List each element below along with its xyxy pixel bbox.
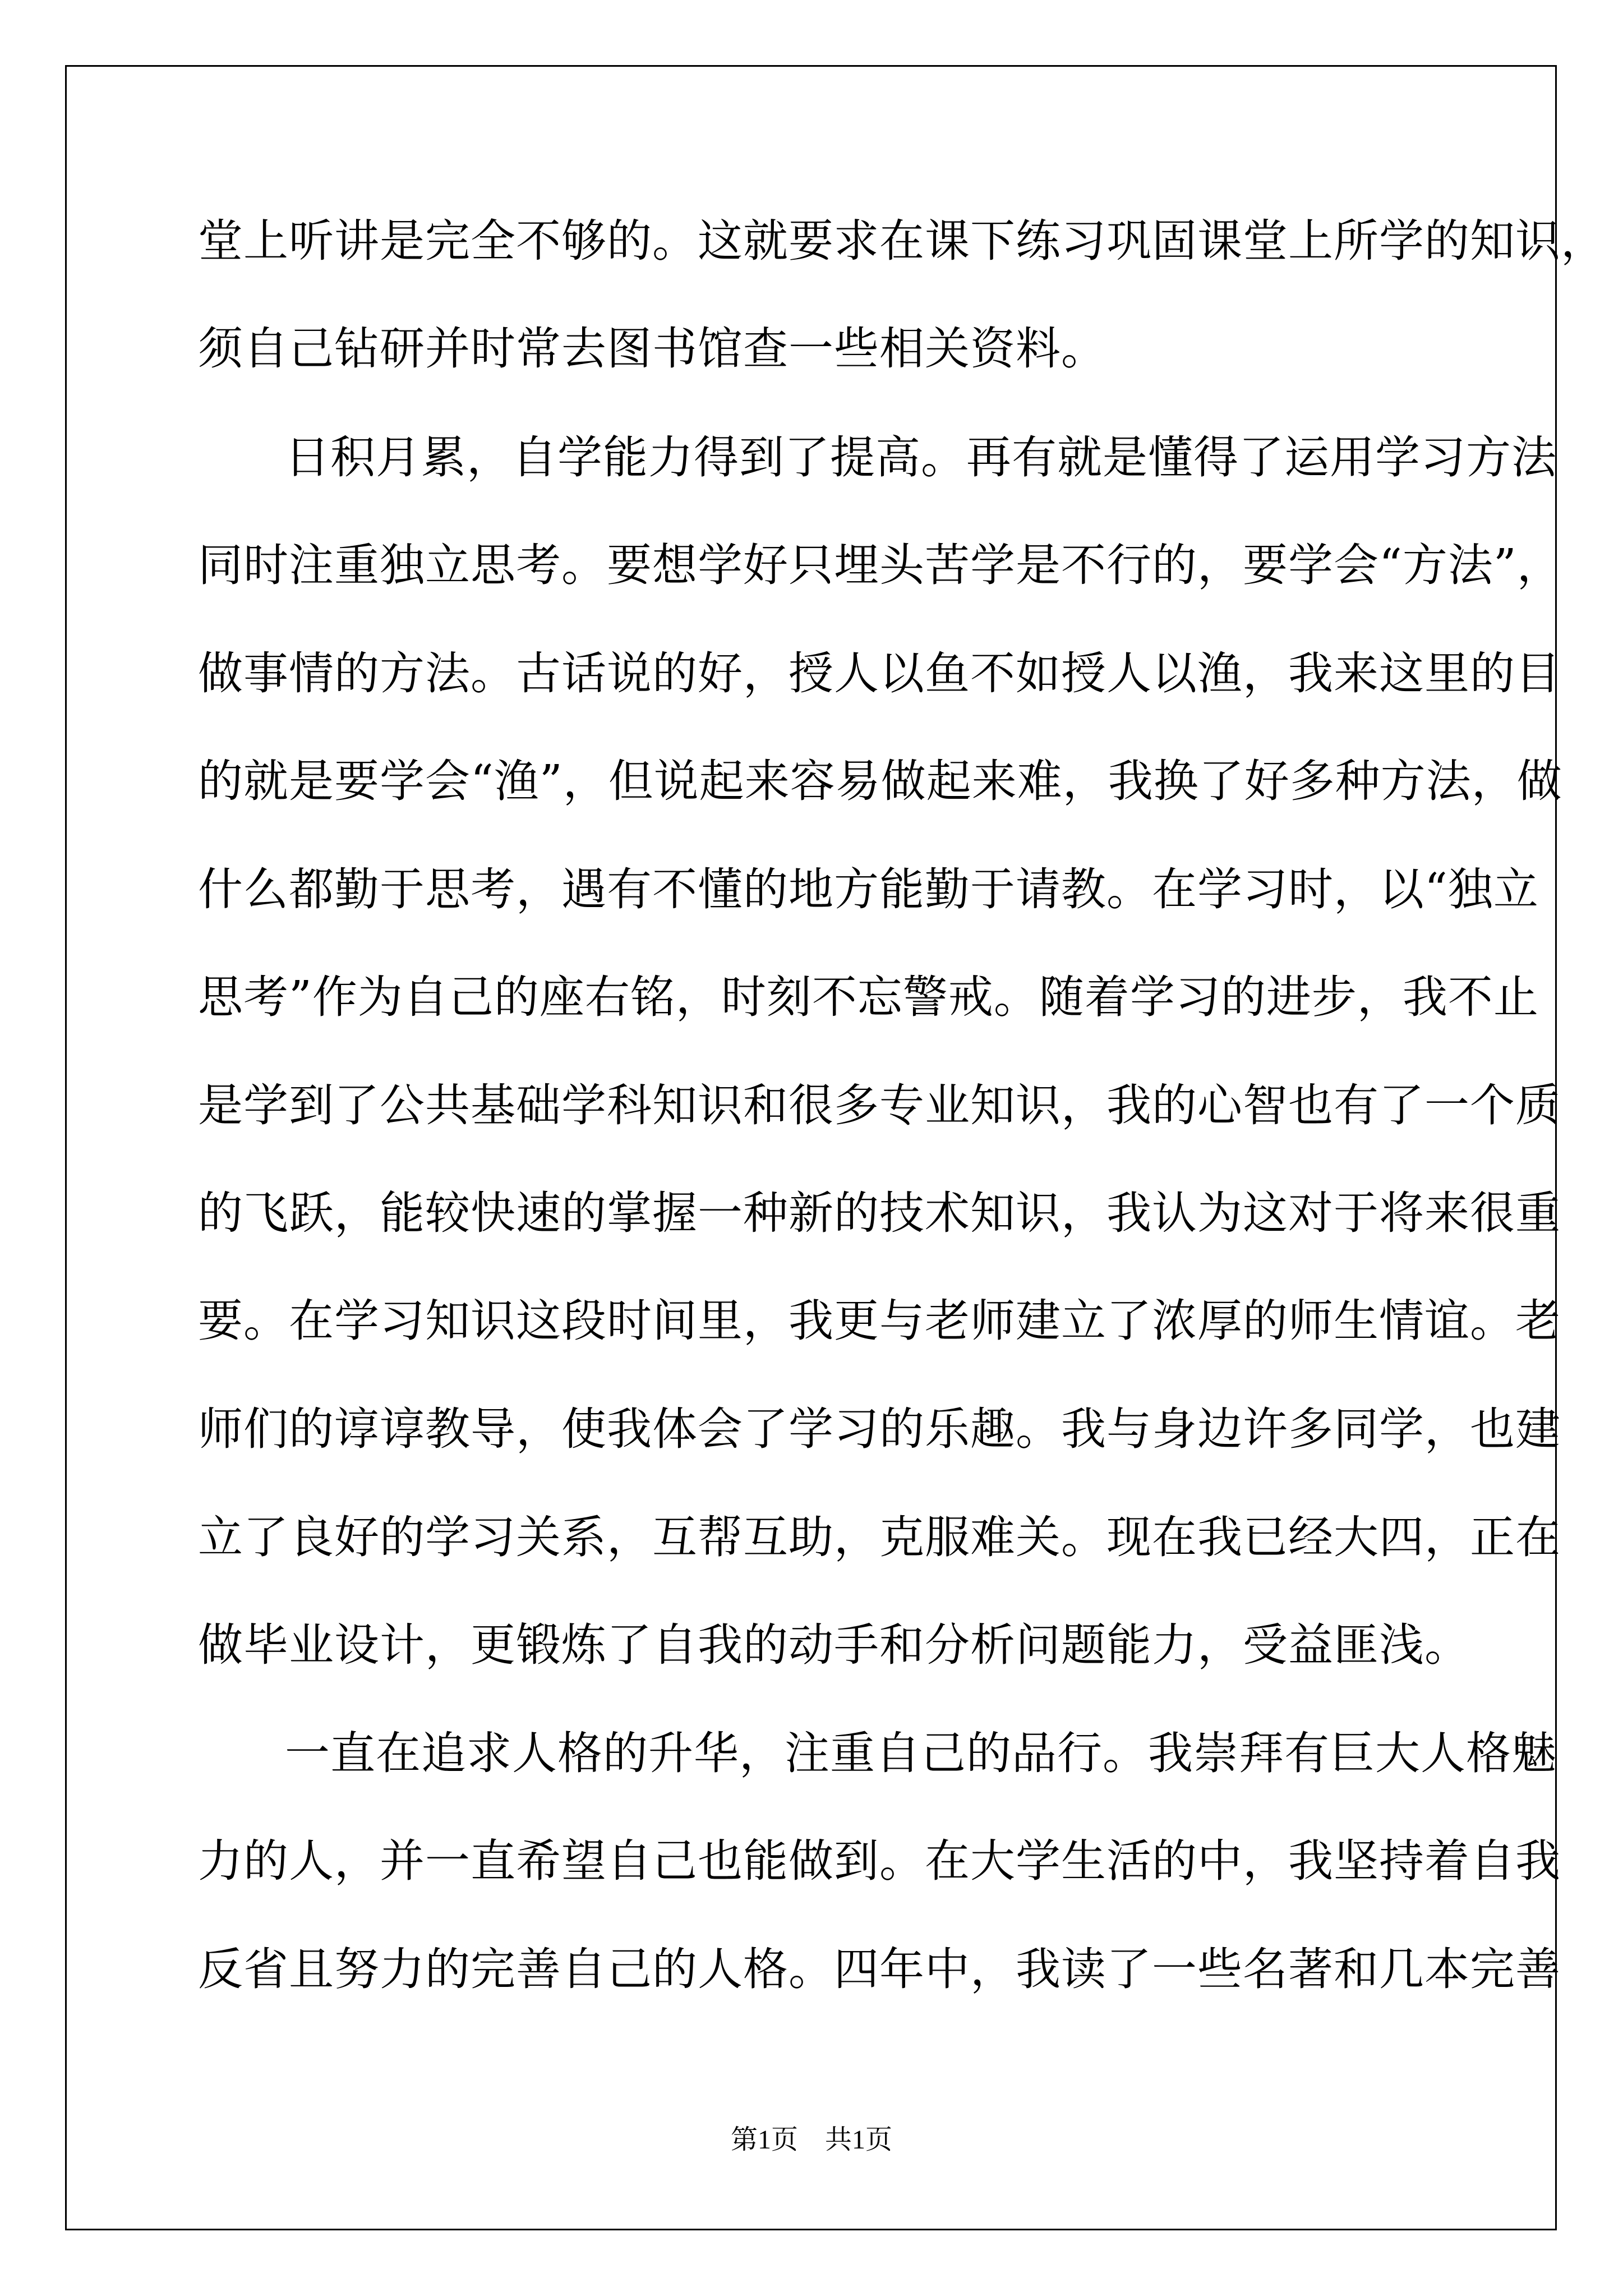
body-text-line: 要。在学习知识这段时间里，我更与老师建立了浓厚的师生情谊。老 [198, 1295, 1561, 1347]
paragraph-start-line: 日积月累，自学能力得到了提高。再有就是懂得了运用学习方法 [285, 431, 1557, 484]
body-text-line: 做毕业设计，更锻炼了自我的动手和分析问题能力，受益匪浅。 [198, 1619, 1470, 1671]
paragraph-start-line: 一直在追求人格的升华，注重自己的品行。我崇拜有巨大人格魅 [285, 1727, 1557, 1779]
body-text-line: 师们的谆谆教导，使我体会了学习的乐趣。我与身边许多同学，也建 [198, 1403, 1561, 1455]
page-border [65, 65, 1557, 2230]
body-text-line: 同时注重独立思考。要想学好只埋头苦学是不行的，要学会“方法”， [198, 539, 1562, 591]
body-text-line: 的就是要学会“渔”，但说起来容易做起来难，我换了好多种方法，做 [198, 755, 1562, 807]
body-text-line: 思考”作为自己的座右铭，时刻不忘警戒。随着学习的进步，我不止 [198, 971, 1539, 1023]
body-text-line: 做事情的方法。古话说的好，授人以鱼不如授人以渔，我来这里的目 [198, 647, 1561, 700]
body-text-line: 什么都勤于思考，遇有不懂的地方能勤于请教。在学习时，以“独立 [198, 863, 1539, 915]
body-text-line: 立了良好的学习关系，互帮互助，克服难关。现在我已经大四，正在 [198, 1511, 1561, 1563]
body-text-line: 的飞跃，能较快速的掌握一种新的技术知识，我认为这对于将来很重 [198, 1187, 1561, 1239]
body-text-line: 须自己钻研并时常去图书馆查一些相关资料。 [198, 323, 1106, 375]
page-number-footer: 第1页 共1页 [730, 2125, 892, 2155]
body-text-line: 堂上听讲是完全不够的。这就要求在课下练习巩固课堂上所学的知识， [198, 215, 1606, 267]
body-text-line: 力的人，并一直希望自己也能做到。在大学生活的中，我坚持着自我 [198, 1835, 1561, 1887]
body-text-line: 是学到了公共基础学科知识和很多专业知识，我的心智也有了一个质 [198, 1079, 1561, 1131]
body-text-line: 反省且努力的完善自己的人格。四年中，我读了一些名著和几本完善 [198, 1943, 1561, 1995]
